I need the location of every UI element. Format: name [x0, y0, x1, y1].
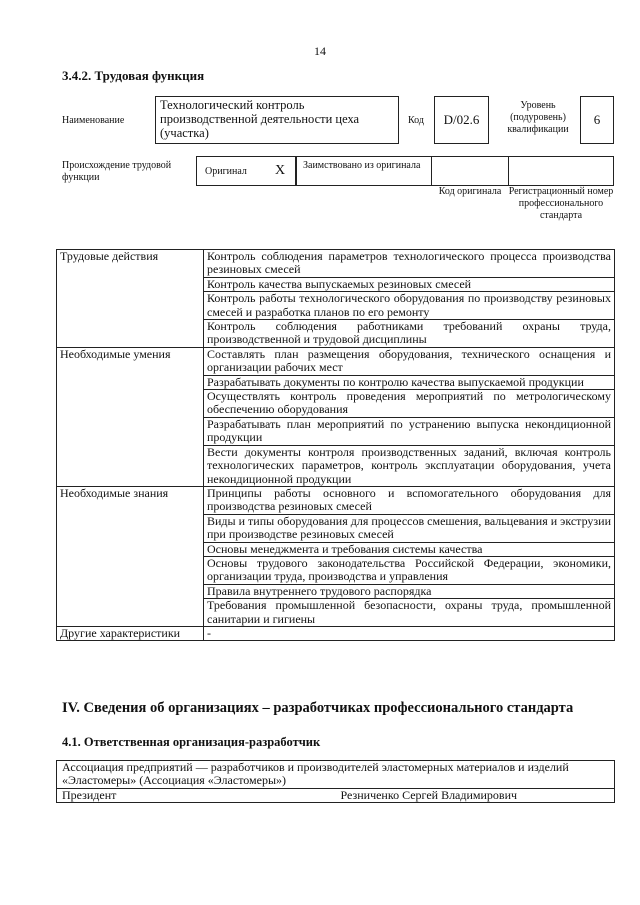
- action-item: Контроль качества выпускаемых резиновых смесей: [204, 277, 615, 291]
- org-position: Президент: [57, 788, 336, 802]
- original-code-cell: [431, 156, 509, 186]
- skills-label: Необходимые умения: [57, 347, 204, 486]
- level-value: 6: [580, 96, 614, 144]
- knowledge-item: Основы менеджмента и требования системы качества: [204, 542, 615, 556]
- original-label: Оригинал: [205, 166, 247, 177]
- action-item: Контроль соблюдения параметров технологического процесса производства резиновых смесей: [204, 250, 615, 278]
- page-number: 14: [314, 44, 326, 58]
- actions-label: Трудовые действия: [57, 250, 204, 348]
- section4-title: IV. Сведения об организациях – разработчиках профессионального стандарта: [62, 700, 574, 716]
- reg-number-caption: Регистрационный номер профессионального стандарта: [508, 186, 614, 221]
- other-label: Другие характеристики: [57, 626, 204, 640]
- function-table: [56, 249, 615, 641]
- skill-item: Осуществлять контроль проведения мероприятий по метрологическому обеспечению оборудования: [204, 390, 615, 418]
- org-table: [56, 760, 615, 803]
- org-name: Ассоциация предприятий — разработчиков и производителей эластомерных материалов и изделий «Эластомеры» (Ассоциация «Эластомеры»): [57, 761, 615, 789]
- skill-item: Разрабатывать план мероприятий по устранению выпуска некондиционной продукции: [204, 417, 615, 445]
- knowledge-item: Требования промышленной безопасности, охраны труда, промышленной санитарии и гигиены: [204, 599, 615, 627]
- reg-number-cell: [508, 156, 614, 186]
- action-item: Контроль работы технологического оборудования по производству резиновых смесей и разработка планов по его ремонту: [204, 292, 615, 320]
- skill-item: Вести документы контроля производственных заданий, включая контроль технологических параметров, контроль эксплуатации оборудования, учета некондиционной продукции: [204, 445, 615, 486]
- knowledge-item: Основы трудового законодательства Российской Федерации, экономики, организации труда, производства и управления: [204, 556, 615, 584]
- section-title: 3.4.2. Трудовая функция: [62, 68, 205, 83]
- level-label: Уровень (подуровень) квалификации: [507, 100, 569, 135]
- section41-title: 4.1. Ответственная организация-разработчик: [62, 735, 321, 749]
- origin-label: Происхождение трудовой функции: [62, 160, 172, 183]
- original-code-caption: Код оригинала: [438, 186, 502, 197]
- name-value: [155, 96, 399, 144]
- name-label: Наименование: [62, 115, 125, 126]
- code-label: Код: [408, 115, 424, 126]
- knowledge-item: Принципы работы основного и вспомогательного оборудования для производства резиновых смесей: [204, 486, 615, 514]
- action-item: Контроль соблюдения работниками требований охраны труда, производственной и трудовой дисциплины: [204, 320, 615, 348]
- original-cell: [196, 156, 296, 186]
- name-value-text: Технологический контроль производственной деятельности цеха (участка): [160, 98, 360, 140]
- knowledge-item: Виды и типы оборудования для процессов смешения, вальцевания и экструзии при производстве резиновых смесей: [204, 514, 615, 542]
- knowledge-item: Правила внутреннего трудового распорядка: [204, 584, 615, 598]
- original-mark: X: [275, 163, 286, 178]
- org-person: Резниченко Сергей Владимирович: [336, 788, 615, 802]
- code-value: D/02.6: [434, 96, 489, 144]
- skill-item: Составлять план размещения оборудования, технического оснащения и организации рабочих мест: [204, 347, 615, 375]
- borrowed-cell: [296, 156, 432, 186]
- knowledge-label: Необходимые знания: [57, 486, 204, 626]
- other-value: -: [204, 626, 615, 640]
- borrowed-label: Заимствовано из оригинала: [303, 160, 421, 171]
- skill-item: Разрабатывать документы по контролю качества выпускаемой продукции: [204, 375, 615, 389]
